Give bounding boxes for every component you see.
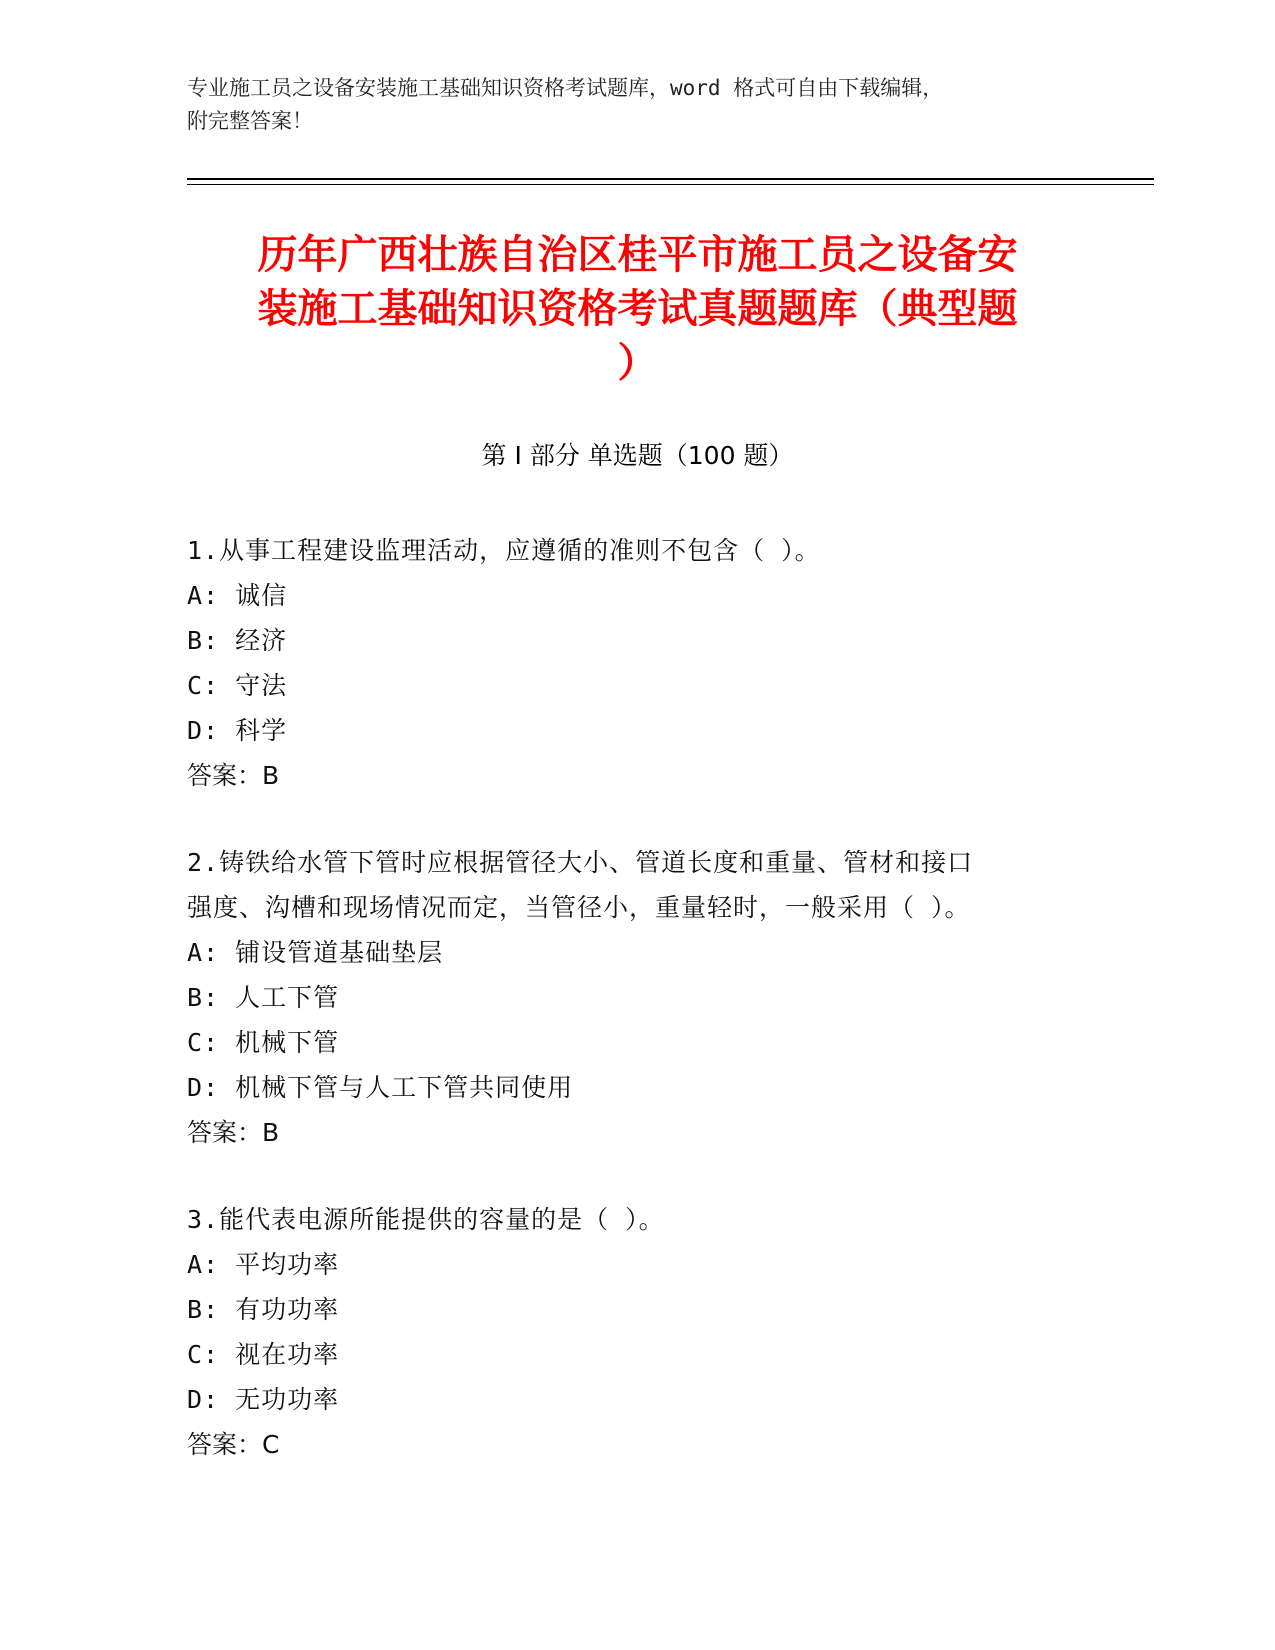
question-item bbox=[187, 1197, 1087, 1467]
option-a: A: 诚信 bbox=[187, 581, 288, 610]
answer-text: 答案：B bbox=[187, 1118, 280, 1147]
option-b: B: 人工下管 bbox=[187, 983, 340, 1012]
header-divider-thin bbox=[187, 184, 1154, 185]
option-b: B: 有功功率 bbox=[187, 1295, 340, 1324]
header-note bbox=[187, 72, 1067, 138]
question-item bbox=[187, 528, 1087, 798]
option-a: A: 铺设管道基础垫层 bbox=[187, 938, 444, 967]
answer-text: 答案：B bbox=[187, 761, 280, 790]
header-note-line: 附完整答案！ bbox=[187, 109, 313, 133]
header-note-line: 专业施工员之设备安装施工基础知识资格考试题库，word 格式可自由下载编辑， bbox=[187, 76, 944, 100]
question-stem: 1.从事工程建设监理活动，应遵循的准则不包含（ ）。 bbox=[187, 536, 821, 565]
question-stem: 强度、沟槽和现场情况而定，当管径小，重量轻时，一般采用（ ）。 bbox=[187, 893, 971, 922]
title-line: 历年广西壮族自治区桂平市施工员之设备安 bbox=[257, 232, 1018, 278]
question-stem: 2.铸铁给水管下管时应根据管径大小、管道长度和重量、管材和接口 bbox=[187, 848, 974, 877]
option-c: C: 机械下管 bbox=[187, 1028, 340, 1057]
question-list bbox=[187, 528, 1087, 1509]
question-item bbox=[187, 840, 1087, 1155]
answer-text: 答案：C bbox=[187, 1430, 280, 1459]
title-line: ） bbox=[617, 340, 658, 386]
section-heading: 第 I 部分 单选题（100 题） bbox=[481, 441, 794, 470]
option-d: D: 无功功率 bbox=[187, 1385, 340, 1414]
option-b: B: 经济 bbox=[187, 626, 288, 655]
option-d: D: 科学 bbox=[187, 716, 288, 745]
question-stem: 3.能代表电源所能提供的容量的是（ ）。 bbox=[187, 1205, 665, 1234]
option-c: C: 视在功率 bbox=[187, 1340, 340, 1369]
header-divider-thick bbox=[187, 178, 1154, 180]
title-line: 装施工基础知识资格考试真题题库（典型题 bbox=[257, 286, 1018, 332]
document-title bbox=[150, 228, 1125, 390]
option-a: A: 平均功率 bbox=[187, 1250, 340, 1279]
option-c: C: 守法 bbox=[187, 671, 288, 700]
option-d: D: 机械下管与人工下管共同使用 bbox=[187, 1073, 574, 1102]
